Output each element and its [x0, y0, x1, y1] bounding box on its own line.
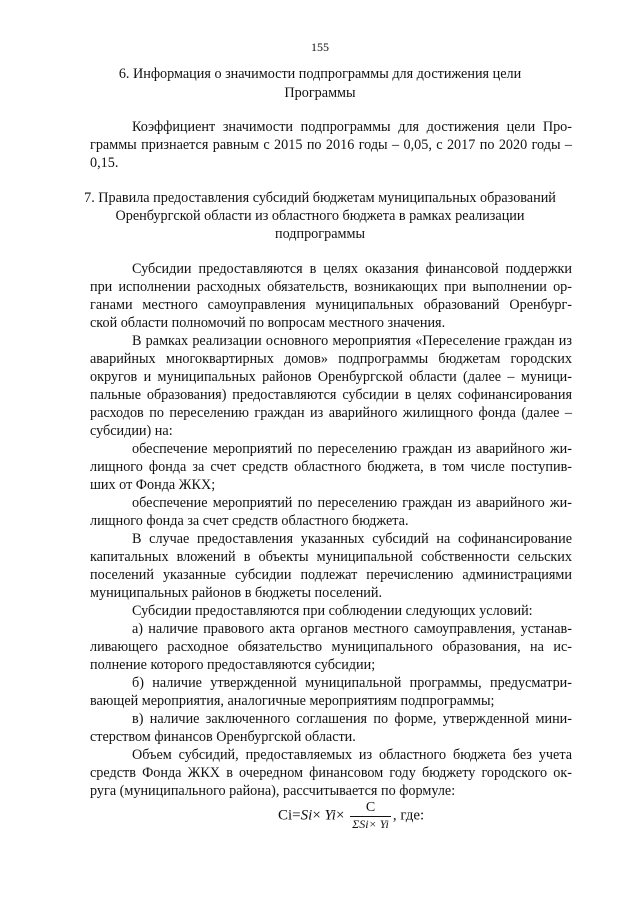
body-line: пальные образования) предоставляются субсидии в целях софинансирования [90, 387, 572, 403]
body-line: руга (муниципального района), рассчитывается по формуле: [90, 783, 456, 799]
body-line: ской области полномочий по вопросам местного значения. [90, 315, 446, 331]
body-line: стерством финансов Оренбургской области. [90, 729, 356, 745]
body-line: в) наличие заключенного соглашения по форме, утвержденной мини- [132, 711, 572, 727]
formula-term-yi: Yi [324, 807, 336, 824]
section-7-heading-line-3: подпрограммы [275, 226, 365, 242]
body-line: ших от Фонда ЖКХ; [90, 477, 216, 493]
body-line: аварийных многоквартирных домов» подпрограммы бюджетам городских [90, 351, 572, 367]
body-line: муниципальных районов в бюджеты поселений. [90, 585, 383, 601]
formula-fraction [350, 800, 391, 832]
body-line: ганами местного самоуправления муниципальных образований Оренбург- [90, 297, 572, 313]
body-line: обеспечение мероприятий по переселению граждан из аварийного жи- [132, 441, 572, 457]
body-line: поселений указанные субсидии подлежат перечислению администрациями [90, 567, 572, 583]
section-7-heading-line-1: 7. Правила предоставления субсидий бюджетам муниципальных образований [84, 190, 556, 206]
body-line: вающей мероприятия, аналогичные мероприятиям подпрограммы; [90, 693, 495, 709]
body-line: обеспечение мероприятий по переселению граждан из аварийного жи- [132, 495, 572, 511]
body-line: ливающего расходное обязательство муниципального образования, на ис- [90, 639, 572, 655]
formula-term-si: Si [300, 807, 313, 824]
body-line: В рамках реализации основного мероприятия «Переселение граждан из [132, 333, 572, 349]
section-6-text-line: 0,15. [90, 155, 119, 171]
formula-times: × [335, 807, 345, 824]
section-6-heading-line-2: Программы [284, 85, 356, 101]
body-line: лищного фонда за счет средств областного бюджета, в том числе поступив- [90, 459, 572, 475]
body-line: а) наличие правового акта органов местного самоуправления, устанав- [132, 621, 572, 637]
formula-lhs: Ci= [278, 807, 301, 824]
page-number: 155 [311, 40, 329, 54]
body-line: Субсидии предоставляются в целях оказания финансовой поддержки [132, 261, 572, 277]
body-line: полнение которого предоставляются субсидии; [90, 657, 376, 673]
body-line: лищного фонда за счет средств областного бюджета. [90, 513, 409, 529]
section-6-text-line: граммы признается равным с 2015 по 2016 годы – 0,05, с 2017 по 2020 годы – [90, 137, 572, 153]
body-line: Субсидии предоставляются при соблюдении следующих условий: [132, 603, 533, 619]
body-line: при исполнении расходных обязательств, возникающих при выполнении ор- [90, 279, 572, 295]
formula-times: × [312, 807, 321, 824]
body-line: В случае предоставления указанных субсидий на софинансирование [132, 531, 572, 547]
body-line: средств Фонда ЖКХ в очередном финансовом году бюджету городского ок- [90, 765, 572, 781]
section-7-heading-line-2: Оренбургской области из областного бюджета в рамках реализации [115, 208, 525, 224]
section-6-heading-line-1: 6. Информация о значимости подпрограммы для достижения цели [118, 66, 522, 82]
subsidy-formula [278, 800, 424, 832]
formula-denominator: ΣSi× Yi [352, 817, 389, 831]
body-line: округов и муниципальных районов Оренбургской области (далее – муници- [90, 369, 572, 385]
body-line: капитальных вложений в объекты муниципальной собственности сельских [90, 549, 572, 565]
formula-numerator: C [350, 800, 391, 817]
body-line: субсидии) на: [90, 423, 173, 439]
section-6-text-line: Коэффициент значимости подпрограммы для достижения цели Про- [132, 119, 572, 135]
body-line: б) наличие утвержденной муниципальной программы, предусматри- [132, 675, 572, 691]
body-line: расходов по переселению граждан из аварийного жилищного фонда (далее – [90, 405, 572, 421]
formula-suffix: , где: [392, 807, 425, 824]
body-line: Объем субсидий, предоставляемых из областного бюджета без учета [132, 747, 572, 763]
